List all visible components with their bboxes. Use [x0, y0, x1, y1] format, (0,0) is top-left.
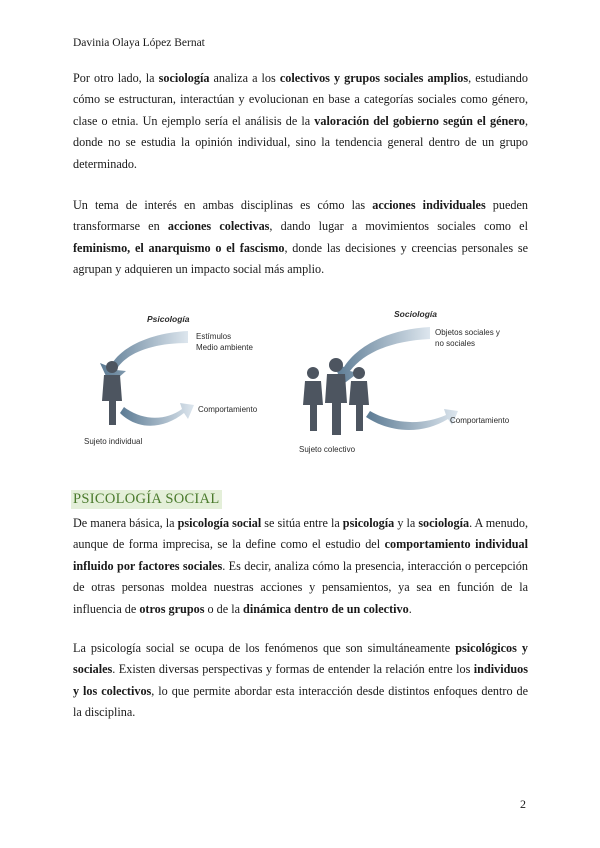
page-number: 2	[520, 797, 526, 811]
psychology-output: Comportamiento	[198, 405, 258, 414]
bold-term: psicología	[342, 516, 395, 530]
paragraph-fenomenos: La psicología social se ocupa de los fenómenos que son simultáneamente psicológicos y sociales. Existen diversas perspectivas y formas de entender la relación entre los individuos y los colectivos, lo que permite abordar esta interacción desde distintos enfoques dentro de la disciplina.	[73, 641, 529, 720]
section-title: PSICOLOGÍA SOCIAL	[73, 491, 220, 507]
bold-term: acciones individuales	[372, 198, 486, 212]
bold-term: colectivos y grupos sociales amplios	[279, 71, 469, 85]
bold-term: sociología	[158, 71, 210, 85]
sociology-input-line2: no sociales	[435, 339, 476, 348]
psychology-input-line2: Medio ambiente	[196, 343, 253, 352]
bold-term: valoración del gobierno según el género	[314, 113, 525, 128]
input-arrow-icon	[334, 327, 430, 385]
author-header: Davinia Olaya López Bernat	[73, 37, 205, 49]
bold-term: feminismo, el anarquismo o el fascismo	[73, 240, 285, 255]
bold-term: individuos y los colectivos	[73, 662, 528, 698]
bold-term: dinámica dentro de un colectivo	[243, 601, 409, 616]
output-arrow-icon	[120, 403, 194, 426]
sociology-title: Sociología	[394, 309, 437, 319]
group-icon	[303, 358, 369, 435]
sociology-output: Comportamiento	[450, 416, 510, 425]
bold-term: sociología	[418, 516, 470, 530]
bold-term: acciones colectivas	[167, 219, 270, 234]
bold-term: otros grupos	[139, 601, 205, 616]
paragraph-sociologia: Por otro lado, la sociología analiza a los colectivos y grupos sociales amplios, estudiando cómo se estructuran, interactúan y evolucionan en base a categorías sociales como género, clase o etnia. Un ejemplo sería el análisis de la valoración del gobierno según el género, donde no se estudia la opinión individual, sino la tendencia general dentro de un grupo determinado.	[73, 71, 528, 171]
psychology-subject: Sujeto individual	[84, 437, 143, 446]
bold-term: comportamiento individual influido por factores sociales	[73, 537, 529, 573]
psychology-sociology-diagram	[80, 305, 530, 460]
psychology-title: Psicología	[147, 314, 190, 324]
sociology-subject: Sujeto colectivo	[299, 445, 356, 454]
output-arrow-icon	[366, 409, 458, 430]
sociology-input-line1: Objetos sociales y	[435, 328, 500, 337]
paragraph-psicologia-social: De manera básica, la psicología social se sitúa entre la psicología y la sociología. A menudo, aunque de forma imprecisa, se la define como el estudio del comportamiento individual influido por factores sociales. Es decir, analiza cómo la presencia, interacción o percepción de otras personas moldea nuestras acciones y pensamientos, ya sea en función de la influencia de otros grupos o de la dinámica dentro de un colectivo.	[73, 516, 529, 616]
paragraph-acciones: Un tema de interés en ambas disciplinas es cómo las acciones individuales pueden transformarse en acciones colectivas, dando lugar a movimientos sociales como el feminismo, el anarquismo o el fascismo, donde las decisiones y creencias personales se agrupan y adquieren un impacto social más amplio.	[73, 198, 528, 277]
bold-term: psicológicos y sociales	[73, 641, 528, 677]
psychology-input-line1: Estímulos	[196, 332, 232, 341]
sociology-diagram	[299, 309, 510, 454]
bold-term: psicología social	[177, 516, 262, 530]
psychology-diagram	[84, 314, 258, 446]
